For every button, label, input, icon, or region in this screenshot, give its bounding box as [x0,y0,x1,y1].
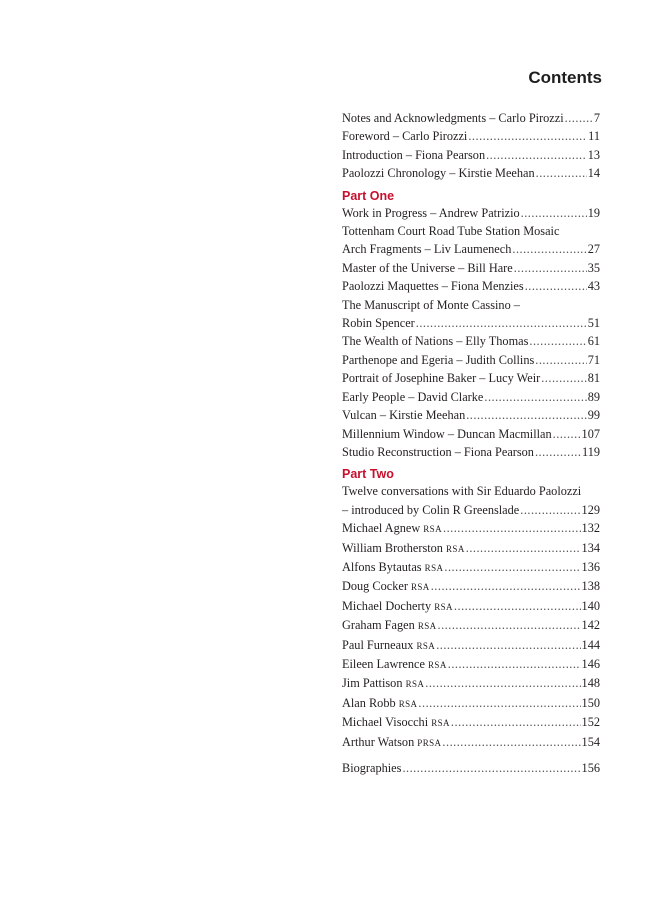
toc-entry-page: 134 [581,540,600,555]
dot-leader [418,694,580,712]
toc-entry-row [342,314,600,332]
toc-entry[interactable] [342,146,600,164]
table-of-contents [342,109,600,777]
toc-entry-title: Early People – David Clarke [342,389,484,404]
dot-leader [486,146,587,164]
toc-entry-conversations[interactable] [342,482,600,519]
toc-entry-page: 132 [581,521,600,536]
toc-entry-page: 144 [581,637,600,652]
toc-entry-row [342,204,600,222]
toc-entry-row [342,259,600,277]
toc-entry-artist[interactable] [342,597,600,616]
toc-entry[interactable] [342,277,600,295]
artist-suffix: RSA [428,659,447,670]
toc-entry-page: 89 [587,389,600,404]
dot-leader [565,109,593,127]
toc-entry-row [342,733,600,752]
dot-leader [466,539,581,557]
toc-entry-page: 11 [588,129,600,144]
toc-entry-row [342,277,600,295]
toc-entry-row [342,127,600,145]
toc-entry-title: Master of the Universe – Bill Hare [342,260,513,275]
artist-name: Arthur Watson [342,734,415,749]
toc-entry-line1: Twelve conversations with Sir Eduardo Paolozzi [342,484,582,499]
artist-name: Eileen Lawrence [342,656,425,671]
toc-entry-title [342,577,430,596]
toc-entry-title: Parthenope and Egeria – Judith Collins [342,352,535,367]
dot-leader [442,733,580,751]
toc-entry-title: Foreword – Carlo Pirozzi [342,129,468,144]
toc-entry-title [342,597,453,616]
dot-leader [444,558,580,576]
dot-leader [416,314,587,332]
toc-entry-artist[interactable] [342,674,600,693]
artist-name: Paul Furneaux [342,637,414,652]
toc-entry-row [342,558,600,577]
artist-suffix: PRSA [417,737,442,748]
toc-entry-page: 99 [587,408,600,423]
dot-leader [535,351,586,369]
toc-entry[interactable] [342,443,600,461]
toc-entry-page: 129 [581,502,600,517]
dot-leader [431,577,581,595]
toc-entry-artist[interactable] [342,655,600,674]
toc-entry-page: 81 [587,371,600,386]
toc-entry[interactable] [342,425,600,443]
toc-entry-artist[interactable] [342,636,600,655]
toc-entry-artist[interactable] [342,713,600,732]
dot-leader [553,425,581,443]
dot-leader [448,655,581,673]
toc-entry-page: 27 [587,242,600,257]
toc-entry-row [342,674,600,693]
artist-suffix: RSA [424,562,444,573]
dot-leader [425,674,580,692]
toc-entry-row [342,425,600,443]
toc-entry-artist[interactable] [342,519,600,538]
toc-entry-row [342,146,600,164]
toc-entry-artist[interactable] [342,694,600,713]
toc-entry-row [342,369,600,387]
toc-entry-page: 140 [581,598,600,613]
toc-entry-title: Vulcan – Kirstie Meehan [342,408,466,423]
toc-entry-artist[interactable] [342,616,600,635]
toc-entry-title: Portrait of Josephine Baker – Lucy Weir [342,371,541,386]
artist-name: Doug Cocker [342,579,408,594]
toc-entry[interactable] [342,388,600,406]
toc-entry-artist[interactable] [342,577,600,596]
toc-entry-title: Paolozzi Maquettes – Fiona Menzies [342,279,524,294]
toc-entry-title: – introduced by Colin R Greenslade [342,502,520,517]
toc-entry-page: 136 [581,559,600,574]
toc-entry-row [342,539,600,558]
toc-entry-page: 7 [593,111,600,125]
artist-suffix: RSA [411,582,430,593]
toc-entry-row [342,519,600,538]
toc-entry-title: Millennium Window – Duncan Macmillan [342,426,552,441]
toc-entry-title: Robin Spencer [342,316,415,331]
toc-entry[interactable] [342,164,600,182]
toc-entry[interactable] [342,259,600,277]
toc-entry-page: 61 [587,334,600,349]
toc-entry-title [342,558,443,577]
dot-leader [466,406,586,424]
toc-entry-title [342,539,465,558]
dot-leader [525,277,587,295]
artist-name: Alfons Bytautas [342,559,422,574]
toc-entry-title [342,636,435,655]
toc-entry-artist[interactable] [342,539,600,558]
toc-entry-title [342,616,437,635]
toc-entry[interactable] [342,406,600,424]
toc-entry-page: 35 [587,260,600,275]
artist-suffix: RSA [398,698,418,709]
part-one-entries [342,204,600,462]
toc-entry-row [342,240,600,258]
toc-entry-row [342,351,600,369]
dot-leader [402,759,580,777]
toc-entry-page: 138 [581,579,600,594]
toc-entry-title: Introduction – Fiona Pearson [342,147,486,162]
artist-name: Alan Robb [342,695,396,710]
toc-entry-row [342,713,600,732]
toc-entry-row [342,694,600,713]
toc-entry-title [342,674,424,693]
toc-entry-title [342,713,450,732]
toc-entry[interactable] [342,351,600,369]
toc-entry[interactable] [342,332,600,350]
artist-name: Jim Pattison [342,676,403,691]
toc-entry-page: 119 [582,444,600,459]
toc-entry-title: Arch Fragments – Liv Laumenech [342,242,512,257]
page-title: Contents [528,68,602,87]
toc-entry-row [342,616,600,635]
toc-entry-title: Paolozzi Chronology – Kirstie Meehan [342,166,535,181]
toc-entry-row [342,164,600,182]
toc-entry-row [342,109,600,127]
toc-entry-page: 107 [581,426,600,441]
toc-entry-title: Notes and Acknowledgments – Carlo Pirozzi [342,111,564,125]
toc-entry-page: 150 [581,695,600,710]
toc-entry-row [342,636,600,655]
dot-leader [436,636,580,654]
toc-entry-page: 154 [581,734,600,749]
toc-entry-row [342,655,600,674]
toc-entry-line1: Tottenham Court Road Tube Station Mosaic [342,224,560,239]
toc-entry[interactable] [342,222,600,259]
dot-leader [451,713,581,731]
dot-leader [535,443,581,461]
dot-leader [438,616,581,634]
artist-name: Michael Visocchi [342,715,429,730]
toc-entry[interactable] [342,127,600,145]
toc-entry-page: 71 [587,352,600,367]
toc-entry-page: 142 [581,618,600,633]
toc-entry-page: 156 [581,761,600,775]
dot-leader [521,204,587,222]
artist-suffix: RSA [416,640,436,651]
toc-entry-title [342,655,447,674]
artist-suffix: RSA [417,621,437,632]
toc-entry-page: 43 [587,279,600,294]
toc-entry-title: Work in Progress – Andrew Patrizio [342,205,520,220]
toc-entry-page: 14 [587,166,600,181]
toc-entry-row [342,443,600,461]
toc-entry-biographies[interactable] [342,759,600,777]
artist-suffix: RSA [423,524,442,535]
toc-entry-row [342,577,600,596]
artist-name: William Brotherston [342,540,443,555]
toc-entry-row [342,332,600,350]
dot-leader [536,164,587,182]
dot-leader [484,388,586,406]
toc-entry-row [342,597,600,616]
toc-entry-artist[interactable] [342,558,600,577]
dot-leader [529,332,586,350]
toc-entry[interactable] [342,296,600,333]
toc-entry-title [342,694,417,713]
artist-suffix: RSA [405,679,425,690]
dot-leader [520,501,580,519]
toc-entry-artist[interactable] [342,733,600,752]
dot-leader [443,519,581,537]
toc-entry-title [342,733,441,752]
toc-entry-row [342,406,600,424]
toc-entry[interactable] [342,109,600,127]
dot-leader [468,127,587,145]
artist-name: Graham Fagen [342,618,415,633]
part-one-heading: Part One [342,188,395,203]
toc-entry-page: 148 [581,676,600,691]
dot-leader [454,597,581,615]
dot-leader [541,369,586,387]
toc-entry-page: 152 [581,715,600,730]
artist-name: Michael Docherty [342,598,432,613]
toc-entry-line1: The Manuscript of Monte Cassino – [342,297,520,312]
toc-entry[interactable] [342,369,600,387]
artist-suffix: RSA [446,543,465,554]
artist-entries [342,519,600,752]
artist-name: Michael Agnew [342,521,421,536]
part-two-heading: Part Two [342,467,394,482]
intro-entries [342,109,600,183]
toc-entry-title [342,519,442,538]
toc-entry-title: The Wealth of Nations – Elly Thomas [342,334,529,349]
toc-entry[interactable] [342,204,600,222]
toc-entry-page: 13 [587,147,600,162]
toc-entry-row [342,388,600,406]
toc-entry-title: Biographies [342,761,402,775]
dot-leader [512,240,586,258]
toc-entry-page: 19 [587,205,600,220]
dot-leader [514,259,587,277]
toc-entry-page: 51 [587,316,600,331]
toc-entry-page: 146 [581,656,600,671]
toc-entry-title: Studio Reconstruction – Fiona Pearson [342,444,534,459]
artist-suffix: RSA [434,601,453,612]
artist-suffix: RSA [431,718,450,729]
